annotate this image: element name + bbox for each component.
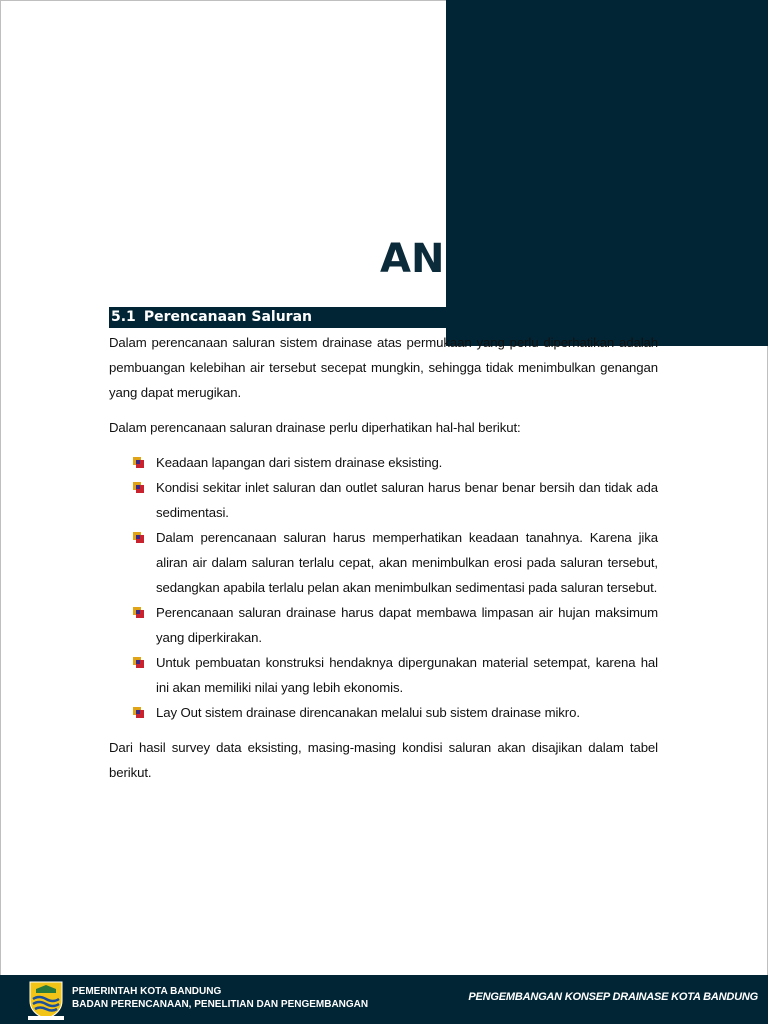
square-bullet-icon: [132, 606, 145, 619]
bullet-text: Untuk pembuatan konstruksi hendaknya dipergunakan material setempat, karena hal ini akan memiliki nilai yang lebih ekonomis.: [156, 655, 658, 695]
square-bullet-icon: [132, 531, 145, 544]
list-item: [156, 525, 658, 600]
bullet-text: Dalam perencanaan saluran harus memperhatikan keadaan tanahnya. Karena jika aliran air dalam saluran terlalu cepat, akan menimbulkan erosi pada saluran tersebut, sedangkan apabila terlalu pelan akan menimbulkan sedimentasi pada saluran tersebut.: [156, 530, 658, 595]
section-heading: [109, 307, 446, 328]
section-number: 5.1: [111, 309, 136, 325]
list-item: [156, 450, 658, 475]
list-item: [156, 650, 658, 700]
bullet-text: Kondisi sekitar inlet saluran dan outlet saluran harus benar benar bersih dan tidak ada sedimentasi.: [156, 480, 658, 520]
square-bullet-icon: [132, 706, 145, 719]
chapter-title: AN: [380, 236, 445, 282]
footer-org-line-2: BADAN PERENCANAAN, PENELITIAN DAN PENGEMBANGAN: [72, 999, 369, 1010]
bandung-city-crest-icon: [24, 979, 68, 1021]
footer-org-line-1: PEMERINTAH KOTA BANDUNG: [72, 986, 222, 997]
paragraph-lead: Dalam perencanaan saluran drainase perlu diperhatikan hal-hal berikut:: [109, 420, 521, 435]
list-item: [156, 475, 658, 525]
footer-organization: [72, 985, 368, 1011]
square-bullet-icon: [132, 481, 145, 494]
body-content: [109, 330, 658, 785]
square-bullet-icon: [132, 656, 145, 669]
header-dark-panel: [446, 0, 768, 346]
square-bullet-icon: [132, 456, 145, 469]
bullet-text: Keadaan lapangan dari sistem drainase eksisting.: [156, 455, 443, 470]
bullet-text: Lay Out sistem drainase direncanakan melalui sub sistem drainase mikro.: [156, 705, 580, 720]
paragraph-intro: Dalam perencanaan saluran sistem drainase atas permukaan yang perlu diperhatikan adalah pembuangan kelebihan air tersebut secepat mungkin, sehingga tidak menimbulkan genangan yang dapat merugikan.: [109, 335, 658, 400]
page-footer: [0, 975, 768, 1024]
paragraph-closing: Dari hasil survey data eksisting, masing-masing kondisi saluran akan disajikan dalam tabel berikut.: [109, 740, 658, 780]
list-item: [156, 700, 658, 725]
footer-project-title: PENGEMBANGAN KONSEP DRAINASE KOTA BANDUNG: [468, 991, 758, 1003]
bullet-list: [109, 450, 658, 725]
bullet-text: Perencanaan saluran drainase harus dapat membawa limpasan air hujan maksimum yang diperkirakan.: [156, 605, 658, 645]
section-title: Perencanaan Saluran: [143, 309, 312, 325]
list-item: [156, 600, 658, 650]
